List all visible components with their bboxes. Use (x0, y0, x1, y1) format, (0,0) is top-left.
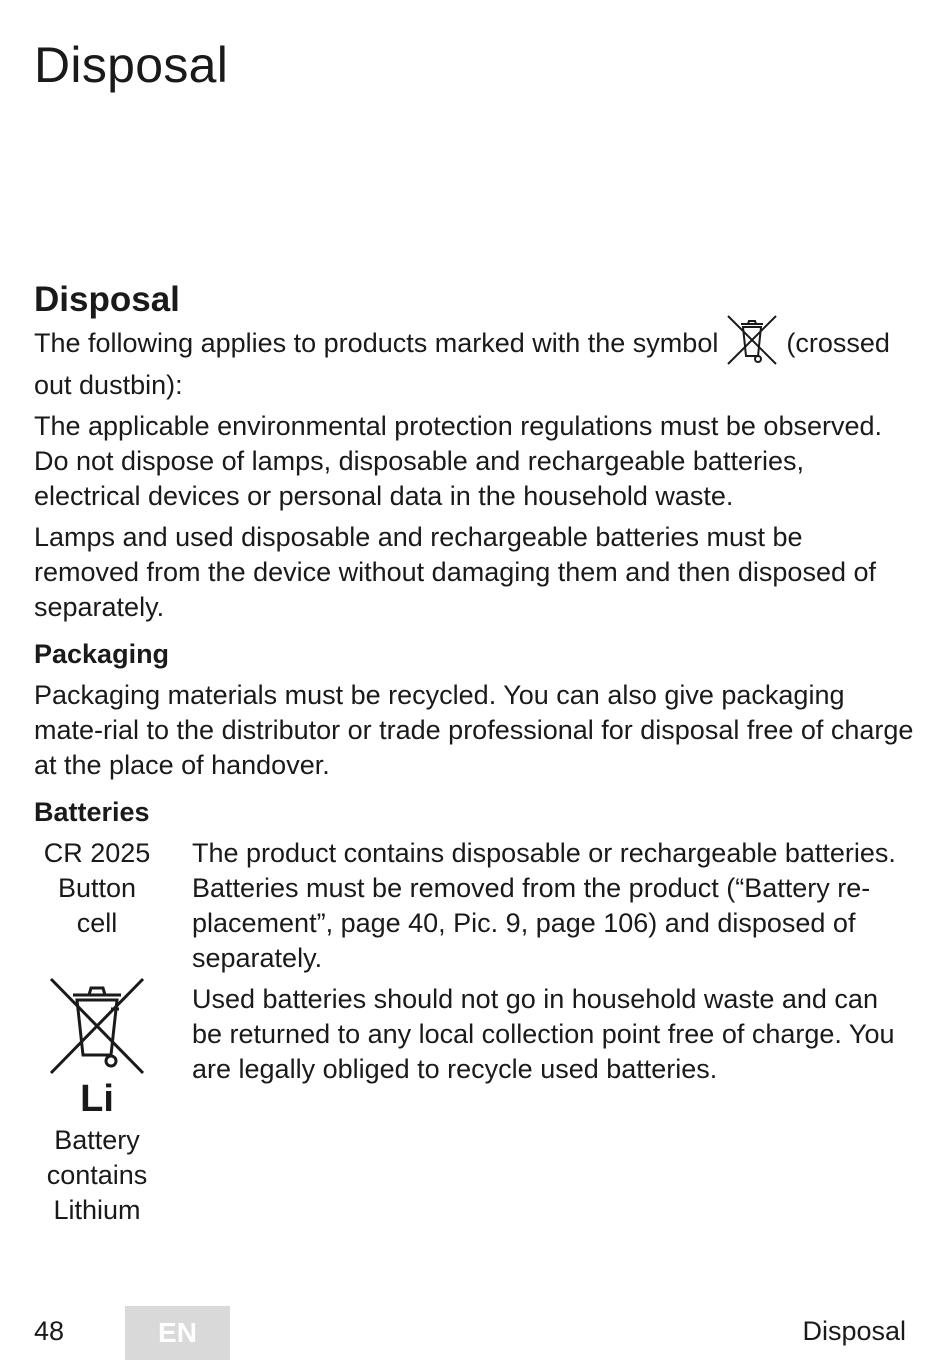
intro-text-after: (crossed out dustbin): (34, 328, 890, 400)
battery-removal-paragraph: The product contains disposable or rechargeable batteries. Batteries must be removed from the product (“Battery re-placement”, page 40, Pic. 9, page 106) and disposed of separately. (192, 838, 896, 973)
crossed-out-bin-icon (45, 975, 149, 1079)
section-heading: Disposal (34, 280, 180, 319)
footer-section-title: Disposal (802, 1316, 906, 1346)
packaging-heading: Packaging (34, 639, 170, 669)
page-title: Disposal (34, 37, 229, 93)
battery-type-line: CR 2025 (43, 838, 151, 868)
battery-caption-line: Lithium (53, 1195, 141, 1225)
lithium-symbol: Li (80, 1078, 114, 1120)
page-footer (0, 1306, 950, 1360)
removal-paragraph: Lamps and used disposable and rechargeable batteries must be removed from the device without damaging them and then disposed of separately. (34, 522, 876, 622)
battery-recycling-paragraph: Used batteries should not go in household waste and can be returned to any local collection point free of charge. You are legally obliged to recycle used batteries. (192, 984, 895, 1084)
battery-type-line: Button (57, 873, 137, 903)
packaging-paragraph: Packaging materials must be recycled. You can also give packaging mate-rial to the distributor or trade professional for disposal free of charge at the place of handover. (34, 680, 914, 780)
intro-paragraph (34, 326, 914, 403)
batteries-block (34, 836, 914, 1228)
battery-info-column (34, 836, 160, 1228)
battery-text-column (192, 836, 914, 1093)
batteries-heading: Batteries (34, 797, 150, 827)
battery-caption-line: contains (46, 1160, 148, 1190)
intro-text-before: The following applies to products marked with the symbol (34, 328, 719, 358)
language-badge: EN (125, 1306, 230, 1360)
crossed-out-dustbin-icon (724, 312, 780, 368)
main-content (34, 280, 914, 1228)
page-number: 48 (34, 1316, 65, 1346)
battery-type-line: cell (76, 908, 118, 938)
battery-caption-line: Battery (54, 1125, 140, 1155)
regulations-paragraph: The applicable environmental protection regulations must be observed. Do not dispose of lamps, disposable and rechargeable batteries, electrical devices or personal data in the household waste. (34, 411, 882, 511)
